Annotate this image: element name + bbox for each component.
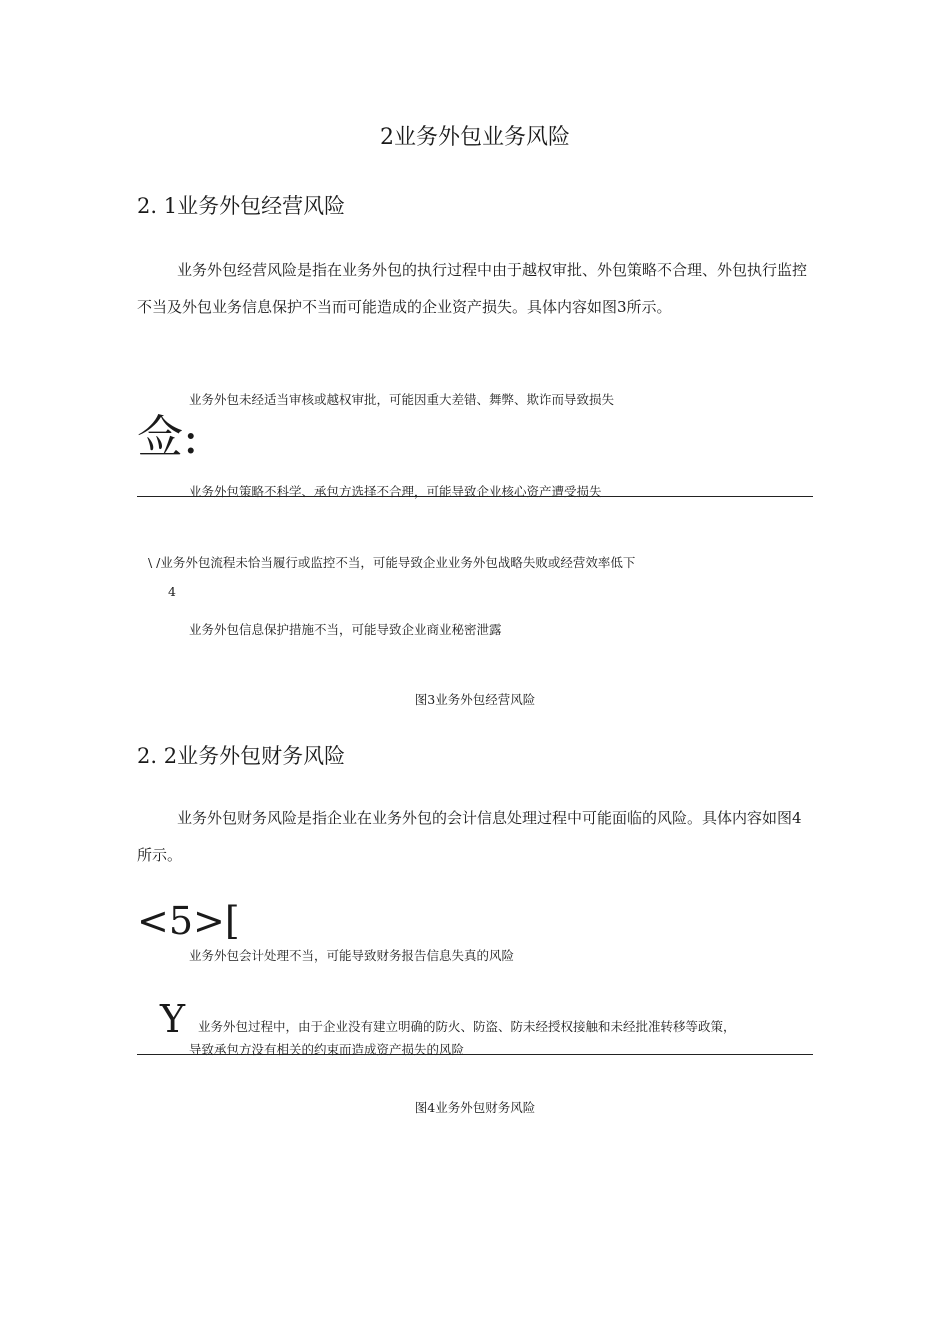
fig3-item-1: 业务外包未经适当审核或越权审批，可能因重大差错、舞弊、欺诈而导致损失	[189, 392, 615, 407]
fig3-glyph: 佥:	[137, 410, 199, 464]
fig4-item-1: 业务外包会计处理不当，可能导致财务报告信息失真的风险	[189, 948, 515, 963]
fig3-number: 4	[168, 584, 176, 599]
fig4-divider-line	[137, 1054, 813, 1055]
fig4-glyph: <5>[	[137, 899, 240, 943]
fig3-item-4: 业务外包信息保护措施不当，可能导致企业商业秘密泄露	[189, 622, 502, 637]
section-heading-2-2: 2. 2业务外包财务风险	[137, 744, 346, 768]
section-heading-2-1: 2. 1业务外包经营风险	[137, 194, 346, 218]
fig4-item-2-line-2: 导致承包方没有相关的约束而造成资产损失的风险	[189, 1042, 465, 1057]
fig3-item-3: \ /业务外包流程未恰当履行或监控不当，可能导致企业业务外包战略失败或经营效率低下	[148, 555, 636, 570]
fig4-item-2-line-1: 业务外包过程中，由于企业没有建立明确的防火、防盗、防未经授权接触和未经批准转移等政策，	[198, 1019, 736, 1034]
fig3-divider-line	[137, 496, 813, 497]
fig3-caption: 图3业务外包经营风险	[414, 692, 536, 707]
section-2-2-paragraph: 业务外包财务风险是指企业在业务外包的会计信息处理过程中可能面临的风险。具体内容如图4所示。	[137, 809, 802, 864]
fig3-item-2: 业务外包策略不科学、承包方选择不合理，可能导致企业核心资产遭受损失	[189, 484, 602, 499]
fig4-glyph-y: Y	[160, 997, 186, 1041]
fig4-caption: 图4业务外包财务风险	[414, 1100, 536, 1115]
section-2-1-paragraph: 业务外包经营风险是指在业务外包的执行过程中由于越权审批、外包策略不合理、外包执行监控不当及外包业务信息保护不当而可能造成的企业资产损失。具体内容如图3所示。	[137, 261, 808, 316]
document-title: 2业务外包业务风险	[380, 125, 570, 150]
